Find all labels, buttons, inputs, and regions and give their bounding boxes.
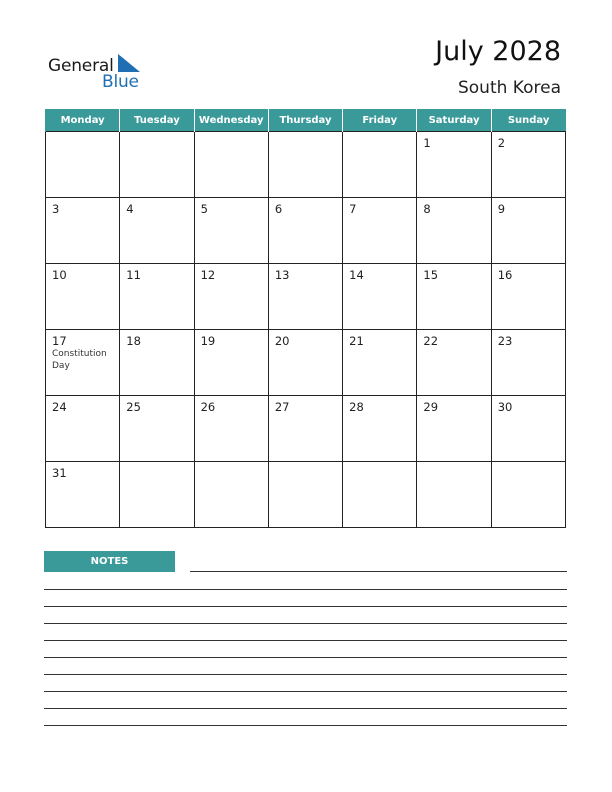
week-row bbox=[46, 132, 566, 198]
day-cell bbox=[46, 132, 120, 198]
day-cell bbox=[491, 264, 565, 330]
notes-line bbox=[44, 674, 567, 675]
day-number: 1 bbox=[423, 136, 431, 150]
weekday-monday: Monday bbox=[46, 109, 120, 132]
day-cell bbox=[343, 330, 417, 396]
day-number: 14 bbox=[349, 268, 364, 282]
day-cell bbox=[194, 396, 268, 462]
notes-label: NOTES bbox=[44, 551, 175, 572]
day-cell bbox=[417, 462, 491, 528]
day-cell bbox=[491, 462, 565, 528]
day-cell bbox=[417, 396, 491, 462]
calendar-grid bbox=[45, 109, 566, 528]
week-row bbox=[46, 462, 566, 528]
day-number: 4 bbox=[126, 202, 134, 216]
day-cell bbox=[194, 462, 268, 528]
day-cell bbox=[46, 396, 120, 462]
weekday-saturday: Saturday bbox=[417, 109, 491, 132]
day-number: 22 bbox=[423, 334, 439, 348]
day-cell bbox=[120, 132, 194, 198]
notes-line bbox=[44, 589, 567, 590]
day-number: 21 bbox=[349, 334, 364, 348]
day-number: 29 bbox=[423, 400, 439, 414]
day-cell bbox=[491, 330, 565, 396]
day-number: 31 bbox=[52, 466, 67, 480]
weekday-friday: Friday bbox=[343, 109, 417, 132]
day-cell bbox=[268, 132, 342, 198]
day-cell bbox=[343, 462, 417, 528]
notes-line bbox=[44, 657, 567, 658]
day-cell bbox=[268, 396, 342, 462]
weekday-header-row bbox=[46, 109, 566, 132]
day-cell bbox=[46, 264, 120, 330]
day-cell bbox=[417, 264, 491, 330]
week-row bbox=[46, 264, 566, 330]
notes-line bbox=[44, 606, 567, 607]
day-cell bbox=[343, 132, 417, 198]
day-number: 2 bbox=[497, 136, 506, 150]
day-number: 12 bbox=[200, 268, 216, 282]
day-cell bbox=[194, 330, 268, 396]
day-cell bbox=[268, 330, 342, 396]
day-cell bbox=[417, 132, 491, 198]
day-number: 19 bbox=[200, 334, 216, 348]
day-number: 20 bbox=[274, 334, 290, 348]
calendar-title: July 2028 bbox=[435, 36, 561, 67]
day-cell bbox=[46, 462, 120, 528]
day-number: 13 bbox=[274, 268, 290, 282]
notes-line bbox=[44, 640, 567, 641]
country-name: South Korea bbox=[457, 78, 561, 98]
notes-line bbox=[44, 691, 567, 692]
day-cell bbox=[343, 198, 417, 264]
day-number: 7 bbox=[349, 202, 357, 216]
notes-line bbox=[44, 623, 567, 624]
day-cell bbox=[343, 396, 417, 462]
day-cell bbox=[491, 396, 565, 462]
logo-triangle-icon bbox=[118, 54, 140, 72]
day-number: 5 bbox=[200, 202, 208, 216]
week-row bbox=[46, 396, 566, 462]
week-row bbox=[46, 330, 566, 396]
notes-line bbox=[190, 571, 567, 572]
day-number: 27 bbox=[274, 400, 290, 414]
holiday-label: Constitution Day bbox=[52, 349, 107, 371]
day-number: 17 bbox=[52, 334, 67, 348]
day-cell bbox=[194, 132, 268, 198]
generalblue-logo bbox=[48, 52, 148, 92]
logo-general-text: General bbox=[48, 56, 114, 76]
week-row bbox=[46, 198, 566, 264]
day-number: 18 bbox=[126, 334, 141, 348]
day-number: 6 bbox=[274, 202, 283, 216]
day-number: 16 bbox=[497, 268, 513, 282]
day-cell bbox=[46, 330, 120, 396]
day-number: 9 bbox=[497, 202, 506, 216]
day-cell bbox=[120, 396, 194, 462]
day-cell bbox=[194, 198, 268, 264]
day-number: 15 bbox=[423, 268, 439, 282]
day-cell bbox=[417, 198, 491, 264]
day-cell bbox=[120, 198, 194, 264]
weekday-thursday: Thursday bbox=[268, 109, 342, 132]
day-cell bbox=[46, 198, 120, 264]
day-cell bbox=[491, 132, 565, 198]
day-cell bbox=[120, 264, 194, 330]
weekday-sunday: Sunday bbox=[491, 109, 565, 132]
day-number: 26 bbox=[200, 400, 216, 414]
day-cell bbox=[120, 330, 194, 396]
notes-line bbox=[44, 708, 567, 709]
day-number: 28 bbox=[349, 400, 364, 414]
day-cell bbox=[268, 264, 342, 330]
day-cell bbox=[194, 264, 268, 330]
day-number: 11 bbox=[126, 268, 141, 282]
logo-blue-text: Blue bbox=[102, 72, 139, 92]
day-number: 24 bbox=[52, 400, 67, 414]
day-number: 8 bbox=[423, 202, 431, 216]
day-number: 30 bbox=[497, 400, 513, 414]
weekday-tuesday: Tuesday bbox=[120, 109, 194, 132]
day-cell bbox=[268, 462, 342, 528]
day-cell bbox=[268, 198, 342, 264]
day-cell bbox=[343, 264, 417, 330]
day-cell bbox=[120, 462, 194, 528]
notes-line bbox=[44, 725, 567, 726]
day-number: 25 bbox=[126, 400, 141, 414]
day-cell bbox=[491, 198, 565, 264]
weekday-wednesday: Wednesday bbox=[194, 109, 268, 132]
day-number: 3 bbox=[52, 202, 60, 216]
day-number: 23 bbox=[497, 334, 513, 348]
day-cell bbox=[417, 330, 491, 396]
day-number: 10 bbox=[52, 268, 67, 282]
